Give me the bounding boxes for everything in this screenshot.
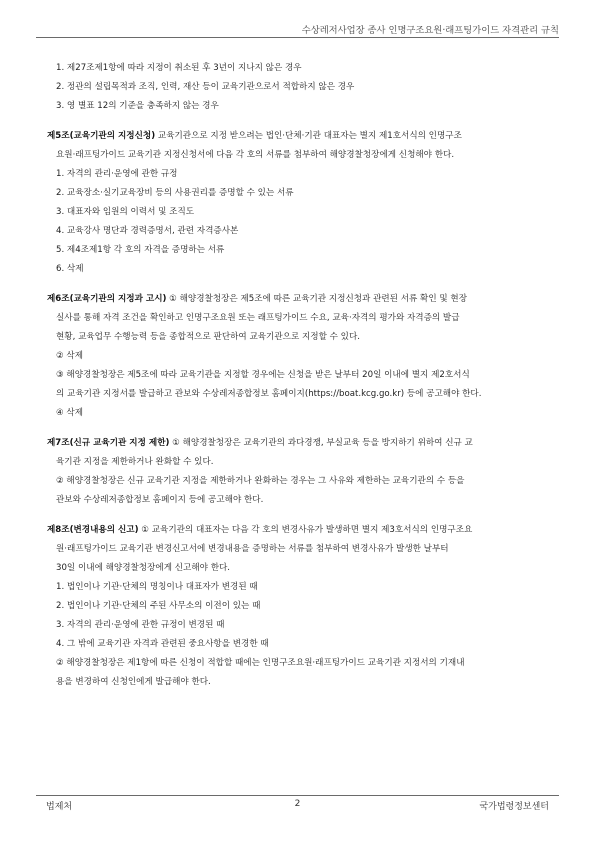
article-heading: 제8조(변경내용의 신고): [47, 525, 139, 535]
preceding-item-list: [47, 59, 565, 116]
paragraph-item: ③ 해양경찰청장은 제5조에 따라 교육기관을 지정할 경우에는 신청을 받은 날부터 20일 이내에 별지 제2호서식: [56, 370, 470, 380]
article-7: [47, 434, 565, 510]
article-line: 용을 변경하여 신청인에게 발급해야 한다.: [56, 677, 211, 687]
list-item: 3. 자격의 관리·운영에 관한 규정이 변경된 때: [56, 620, 225, 630]
list-item: 1. 제27조제1항에 따라 지정이 취소된 후 3년이 지나지 않은 경우: [56, 63, 302, 73]
article-line: 현황, 교육업무 수행능력 등을 종합적으로 판단하여 교육기관으로 지정할 수 있다.: [56, 332, 361, 342]
article-text: 교육기관으로 지정 받으려는 법인·단체·기관 대표자는 별지 제1호서식의 인명구조: [155, 131, 462, 141]
document-body: [47, 59, 565, 692]
list-item: 3. 영 별표 12의 기준을 충족하지 않는 경우: [56, 101, 219, 111]
list-item: 3. 대표자와 임원의 이력서 및 조직도: [56, 207, 195, 217]
article-line: 원·래프팅가이드 교육기관 변경신고서에 변경내용을 증명하는 서류를 첨부하여 변경사유가 발생한 날부터: [56, 544, 449, 554]
article-heading: 제6조(교육기관의 지정과 고시): [47, 294, 167, 304]
article-first-line: [47, 434, 565, 453]
article-text: ① 해양경찰청장은 제5조에 따른 교육기관 지정신청과 관련된 서류 확인 및 현장: [166, 294, 468, 304]
article-line: 실사를 통해 자격 조건을 확인하고 인명구조요원 또는 래프팅가이드 수요, 교육·자격의 평가와 자격증의 발급: [56, 313, 460, 323]
article-first-line: [47, 127, 565, 146]
article-line: 30일 이내에 해양경찰청장에게 신고해야 한다.: [56, 563, 231, 573]
list-item: 4. 그 밖에 교육기관 자격과 관련된 중요사항을 변경한 때: [56, 639, 269, 649]
header-rule: [36, 37, 559, 38]
list-item: 1. 법인이나 기관·단체의 명칭이나 대표자가 변경된 때: [56, 582, 258, 592]
page-footer: [36, 799, 559, 813]
article-first-line: [47, 290, 565, 309]
page-number: 2: [294, 799, 301, 809]
paragraph-item: ② 해양경찰청장은 신규 교육기관 지정을 제한하거나 완화하는 경우는 그 사유와 제한하는 교육기관의 수 등을: [56, 476, 465, 486]
article-line: 요원·래프팅가이드 교육기관 지정신청서에 다음 각 호의 서류를 첨부하여 해양경찰청장에게 신청해야 한다.: [56, 150, 455, 160]
article-line: 의 교육기관 지정서를 발급하고 관보와 수상레저종합정보 홈페이지(https://boat.kcg.go.kr) 등에 공고해야 한다.: [56, 389, 482, 399]
running-header: 수상레저사업장 종사 인명구조요원·래프팅가이드 자격관리 규칙: [301, 25, 559, 36]
list-item: 6. 삭제: [56, 264, 84, 274]
paragraph-item: ④ 삭제: [56, 408, 84, 418]
list-item: 2. 법인이나 기관·단체의 주된 사무소의 이전이 있는 때: [56, 601, 261, 611]
article-heading: 제7조(신규 교육기관 지정 제한): [47, 438, 170, 448]
article-line: 육기관 지정을 제한하거나 완화할 수 있다.: [56, 457, 214, 467]
article-text: ① 해양경찰청장은 교육기관의 과다경쟁, 부실교육 등을 방지하기 위하여 신규 교: [169, 438, 473, 448]
article-heading: 제5조(교육기관의 지정신청): [47, 131, 156, 141]
list-item: 4. 교육강사 명단과 경력증명서, 관련 자격증사본: [56, 226, 239, 236]
footer-publisher: 법제처: [46, 802, 73, 812]
list-item: 1. 자격의 관리·운영에 관한 규정: [56, 169, 178, 179]
article-text: ① 교육기관의 대표자는 다음 각 호의 변경사유가 발생하면 별지 제3호서식의 인명구조요: [138, 525, 473, 535]
article-first-line: [47, 521, 565, 540]
article-6: [47, 290, 565, 423]
list-item: 2. 교육장소·실기교육장비 등의 사용권리를 증명할 수 있는 서류: [56, 188, 294, 198]
article-line: 관보와 수상레저종합정보 홈페이지 등에 공고해야 한다.: [56, 495, 264, 505]
footer-rule: [36, 795, 559, 796]
list-item: 2. 정관의 설립목적과 조직, 인력, 재산 등이 교육기관으로서 적합하지 않은 경우: [56, 82, 355, 92]
paragraph-item: ② 삭제: [56, 351, 84, 361]
article-8: [47, 521, 565, 692]
paragraph-item: ② 해양경찰청장은 제1항에 따른 신청이 적합할 때에는 인명구조요원·래프팅가이드 교육기관 지정서의 기재내: [56, 658, 465, 668]
footer-source: 국가법령정보센터: [479, 802, 549, 812]
list-item: 5. 제4조제1항 각 호의 자격을 증명하는 서류: [56, 245, 225, 255]
article-5: [47, 127, 565, 279]
